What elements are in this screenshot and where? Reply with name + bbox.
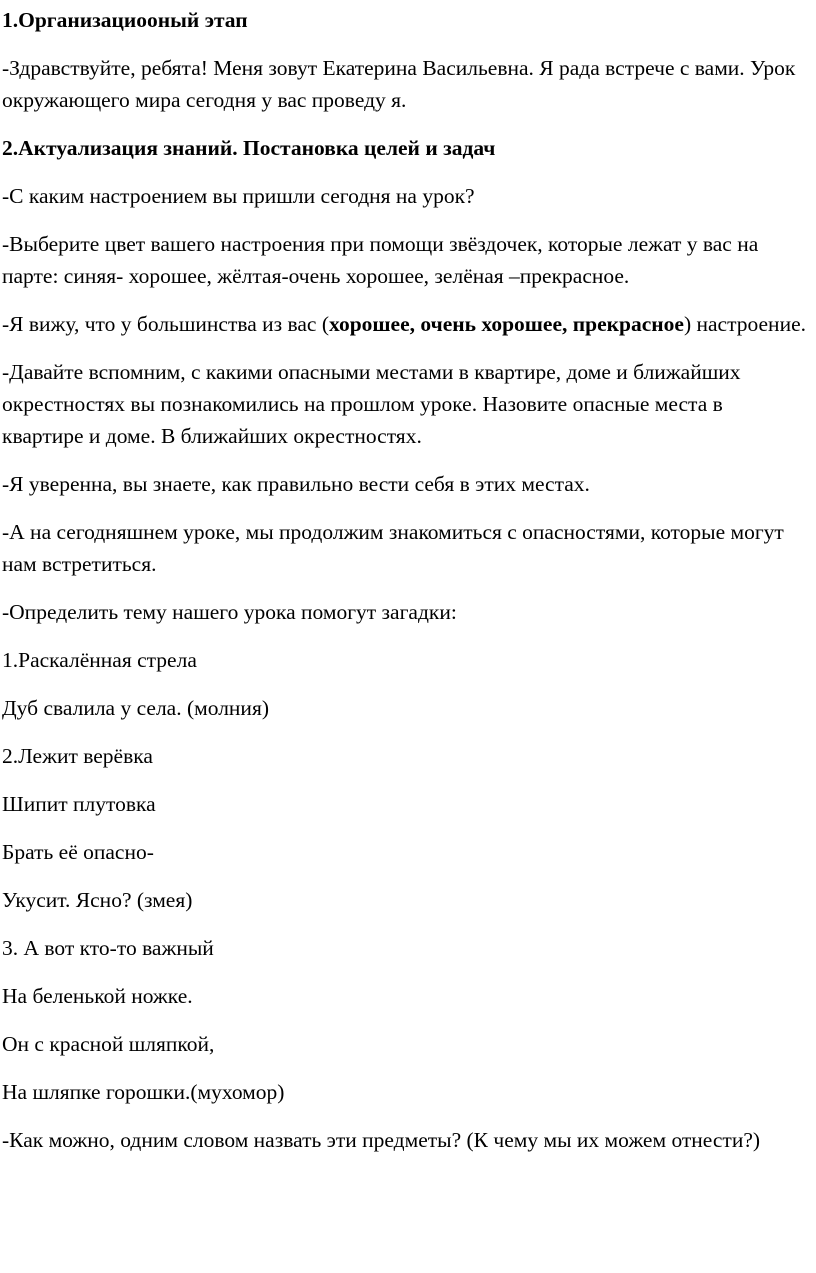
greeting-paragraph: -Здравствуйте, ребята! Меня зовут Екатерина Васильевна. Я рада встрече с вами. Урок окружающего мира сегодня у вас проведу я.: [2, 56, 796, 112]
riddle-line: 3. А вот кто-то важный: [2, 936, 214, 960]
riddle-line: Дуб свалила у села. (молния): [2, 696, 269, 720]
choose-color-paragraph: -Выберите цвет вашего настроения при помощи звёздочек, которые лежат у вас на парте: синяя- хорошее, жёлтая-очень хорошее, зелёная –прекрасное.: [2, 232, 759, 288]
riddles-intro-paragraph: -Определить тему нашего урока помогут загадки:: [2, 600, 457, 624]
riddle-line: 2.Лежит верёвка: [2, 744, 153, 768]
riddle-line: Укусит. Ясно? (змея): [2, 888, 193, 912]
today-paragraph: -А на сегодняшнем уроке, мы продолжим знакомиться с опасностями, которые могут нам встретиться.: [2, 520, 784, 576]
majority-mood-text-after: ) настроение.: [683, 312, 806, 336]
closing-question-paragraph: -Как можно, одним словом назвать эти предметы? (К чему мы их можем отнести?): [2, 1128, 761, 1152]
mood-question-paragraph: -С каким настроением вы пришли сегодня на урок?: [2, 184, 475, 208]
riddle-line: На шляпке горошки.(мухомор): [2, 1080, 285, 1104]
majority-mood-bold-text: хорошее, очень хорошее, прекрасное: [329, 312, 684, 336]
section-2-heading: 2.Актуализация знаний. Постановка целей и задач: [2, 136, 496, 160]
majority-mood-paragraph: [2, 308, 808, 340]
riddle-line: Шипит плутовка: [2, 792, 156, 816]
riddle-line: Брать её опасно-: [2, 840, 154, 864]
riddle-line: Он с красной шляпкой,: [2, 1032, 215, 1056]
recall-paragraph: -Давайте вспомним, с какими опасными местами в квартире, доме и ближайших окрестностях вы познакомились на прошлом уроке. Назовите опасные места в квартире и доме. В ближайших окрестностях.: [2, 360, 741, 448]
section-1-heading: 1.Организациооный этап: [2, 8, 248, 32]
riddle-line: 1.Раскалённая стрела: [2, 648, 197, 672]
riddle-line: На беленькой ножке.: [2, 984, 193, 1008]
sure-paragraph: -Я уверенна, вы знаете, как правильно вести себя в этих местах.: [2, 472, 590, 496]
majority-mood-text-before: -Я вижу, что у большинства из вас (: [2, 312, 330, 336]
